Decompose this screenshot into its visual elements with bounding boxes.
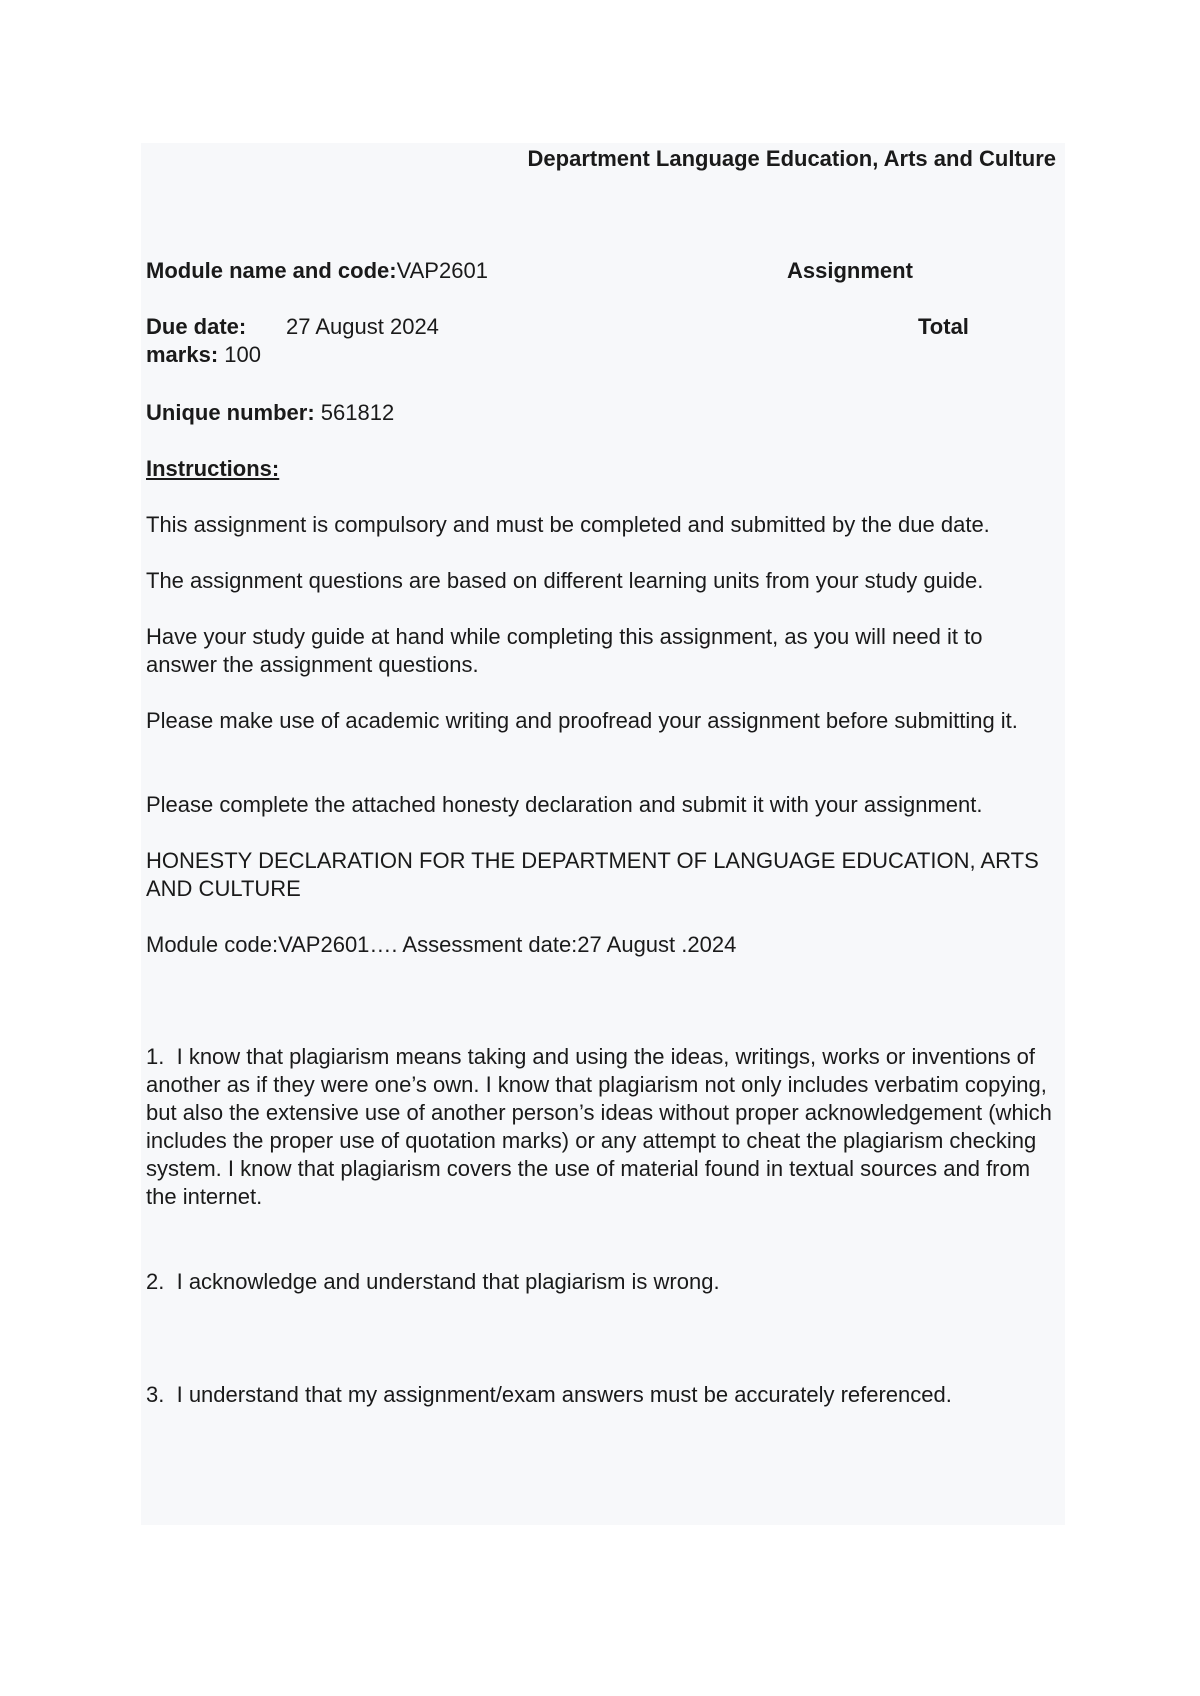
due-date-line: [146, 313, 246, 341]
instruction-paragraph: Have your study guide at hand while completing this assignment, as you will need it to answer the assignment questions.: [146, 624, 983, 677]
module-label: Module name and code:: [146, 258, 397, 283]
instruction-paragraph: The assignment questions are based on different learning units from your study guide.: [146, 568, 984, 593]
assignment-label: Assignment: [787, 258, 913, 283]
total-marks-line: [146, 341, 261, 369]
declaration-item: [146, 1268, 1058, 1296]
item-number: 1.: [146, 1044, 165, 1069]
unique-number-value: 561812: [314, 400, 395, 425]
declaration-item: [146, 1043, 1058, 1211]
item-number: 2.: [146, 1269, 165, 1294]
item-text: I know that plagiarism means taking and using the ideas, writings, works or inventions of another as if they were one’s own. I know that plagiarism not only includes verbatim copying, but also the extensive use of another person’s ideas without proper acknowledgement (which includes the proper use of quotation marks) or any attempt to cheat the plagiarism checking system. I know that plagiarism covers the use of material found in textual sources and from the internet.: [146, 1044, 1052, 1209]
due-date-label: Due date:: [146, 314, 247, 339]
declaration-module-line: Module code:VAP2601…. Assessment date:27 August .2024: [146, 932, 737, 957]
item-number: 3.: [146, 1382, 165, 1407]
total-label: Total: [918, 314, 969, 339]
marks-value: 100: [218, 342, 261, 367]
document-page: [141, 143, 1065, 1525]
unique-number-line: [146, 399, 394, 427]
item-text: I acknowledge and understand that plagiarism is wrong.: [176, 1269, 720, 1294]
instruction-paragraph: Please complete the attached honesty declaration and submit it with your assignment.: [146, 792, 983, 817]
declaration-title: HONESTY DECLARATION FOR THE DEPARTMENT OF LANGUAGE EDUCATION, ARTS AND CULTURE: [146, 848, 1039, 901]
module-line: [146, 257, 488, 285]
item-text: I understand that my assignment/exam answers must be accurately referenced.: [176, 1382, 952, 1407]
module-code: VAP2601: [396, 258, 488, 283]
marks-label: marks:: [146, 342, 219, 367]
declaration-item: [146, 1381, 1058, 1409]
instruction-paragraph: Please make use of academic writing and proofread your assignment before submitting it.: [146, 708, 1018, 733]
due-date-value: 27 August 2024: [286, 314, 439, 339]
instruction-paragraph: This assignment is compulsory and must be completed and submitted by the due date.: [146, 512, 990, 537]
department-heading: Department Language Education, Arts and Culture: [527, 146, 1056, 171]
instructions-heading: Instructions:: [146, 456, 280, 481]
unique-number-label: Unique number:: [146, 400, 315, 425]
